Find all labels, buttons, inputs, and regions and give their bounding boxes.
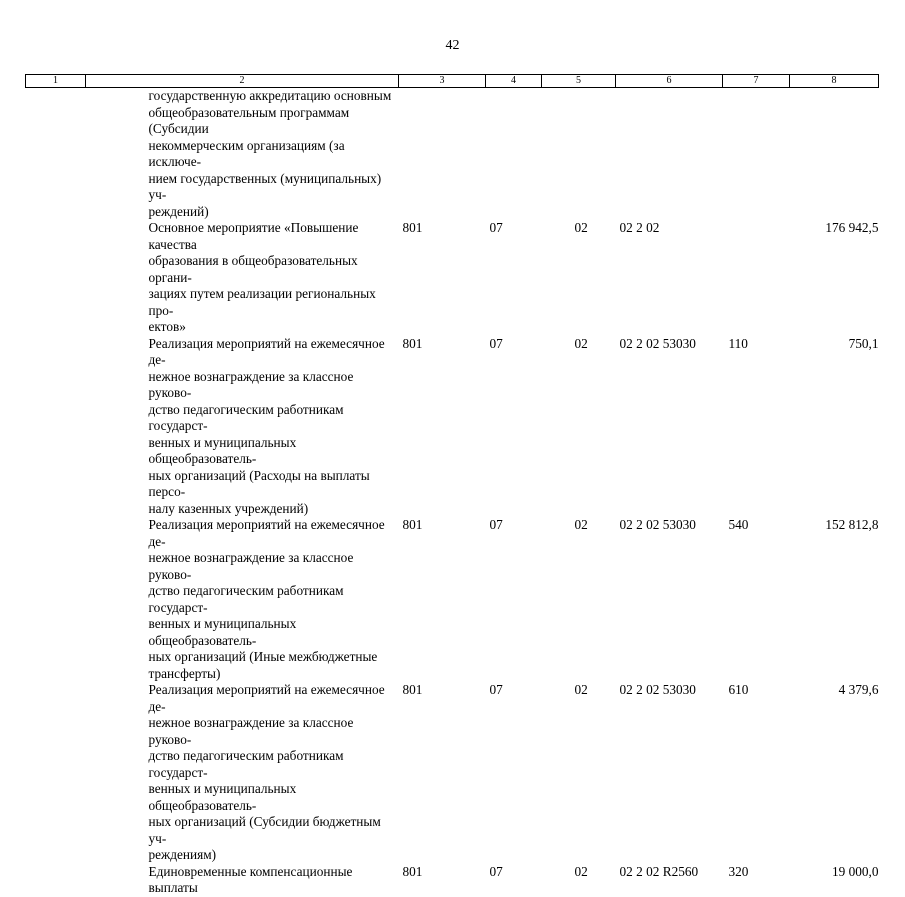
header-cell-3: 3 — [399, 75, 486, 88]
cell-name: Реализация мероприятий на ежемесячное де- нежное вознаграждение за классное руково- дство педагогическим работникам государст- венных и муниципальных общеобразователь- ных организаций (Иные межбюджетные трансферты) — [148, 517, 385, 681]
cell-1 — [26, 682, 86, 864]
cell-3: 801 — [402, 220, 423, 235]
cell-8: 152 812,8 — [825, 517, 879, 532]
cell-6 — [616, 88, 723, 221]
cell-6: 02 2 02 53030 — [619, 682, 696, 697]
cell-8: 4 379,6 — [838, 682, 879, 697]
cell-1 — [26, 220, 86, 336]
header-cell-2: 2 — [86, 75, 399, 88]
table-row — [26, 88, 879, 221]
cell-1 — [26, 336, 86, 518]
cell-3: 801 — [402, 863, 423, 879]
cell-8: 176 942,5 — [825, 220, 879, 235]
cell-5 — [542, 88, 616, 221]
table-row — [26, 517, 879, 682]
cell-4: 07 — [489, 335, 503, 351]
header-cell-5: 5 — [542, 75, 616, 88]
header-cell-7: 7 — [723, 75, 790, 88]
table-row — [26, 682, 879, 864]
cell-4: 07 — [489, 517, 503, 532]
header-cell-4: 4 — [486, 75, 542, 88]
cell-name: Реализация мероприятий на ежемесячное де- нежное вознаграждение за классное руково- дство педагогическим работникам государст- венных и муниципальных общеобразователь- ных организаций (Расходы на выплаты персо- налу казенных учреждений) — [148, 335, 385, 516]
cell-4: 07 — [489, 682, 503, 697]
cell-5: 02 — [574, 863, 588, 879]
header-cell-8: 8 — [790, 75, 879, 88]
cell-3 — [399, 88, 486, 221]
cell-1 — [26, 864, 86, 897]
cell-4: 07 — [489, 220, 503, 235]
cell-4: 07 — [489, 863, 503, 879]
cell-name: Основное мероприятие «Повышение качества образования в общеобразовательных органи- зациях путем реализации региональных про- ектов» — [148, 220, 376, 334]
cell-3: 801 — [402, 335, 423, 351]
cell-8: 750,1 — [848, 335, 879, 351]
cell-name: Единовременные компенсационные выплаты — [148, 863, 353, 895]
cell-7 — [723, 88, 790, 221]
page-number: 42 — [445, 38, 460, 53]
cell-8: 19 000,0 — [831, 863, 879, 879]
cell-7: 320 — [728, 863, 749, 879]
table-body — [26, 88, 879, 897]
cell-7: 610 — [728, 682, 749, 697]
cell-5: 02 — [574, 682, 588, 697]
cell-name: государственную аккредитацию основным общеобразовательным программам (Субсидии некоммерческим организациям (за исключе- нием государственных (муниципальных) уч- реждений) — [148, 88, 392, 219]
table-header — [26, 75, 879, 88]
cell-7: 540 — [728, 517, 749, 532]
cell-8 — [790, 88, 879, 221]
header-row — [26, 75, 879, 88]
header-cell-1: 1 — [26, 75, 86, 88]
cell-1 — [26, 517, 86, 682]
cell-4 — [486, 88, 542, 221]
cell-5: 02 — [574, 517, 588, 532]
table-row — [26, 220, 879, 336]
cell-name: Реализация мероприятий на ежемесячное де- нежное вознаграждение за классное руково- дство педагогическим работникам государст- венных и муниципальных общеобразователь- ных организаций (Субсидии бюджетным уч- реждениям) — [148, 682, 385, 862]
cell-3: 801 — [402, 682, 423, 697]
budget-table — [25, 74, 879, 897]
cell-7 — [723, 220, 790, 336]
cell-6: 02 2 02 53030 — [619, 517, 696, 532]
cell-7: 110 — [728, 335, 748, 351]
header-cell-6: 6 — [616, 75, 723, 88]
table-row — [26, 864, 879, 897]
cell-1 — [26, 88, 86, 221]
table-row — [26, 336, 879, 518]
cell-3: 801 — [402, 517, 423, 532]
cell-6: 02 2 02 R2560 — [619, 863, 699, 879]
cell-6: 02 2 02 53030 — [619, 335, 696, 351]
cell-5: 02 — [574, 220, 588, 235]
cell-5: 02 — [574, 335, 588, 351]
cell-6: 02 2 02 — [619, 220, 660, 235]
